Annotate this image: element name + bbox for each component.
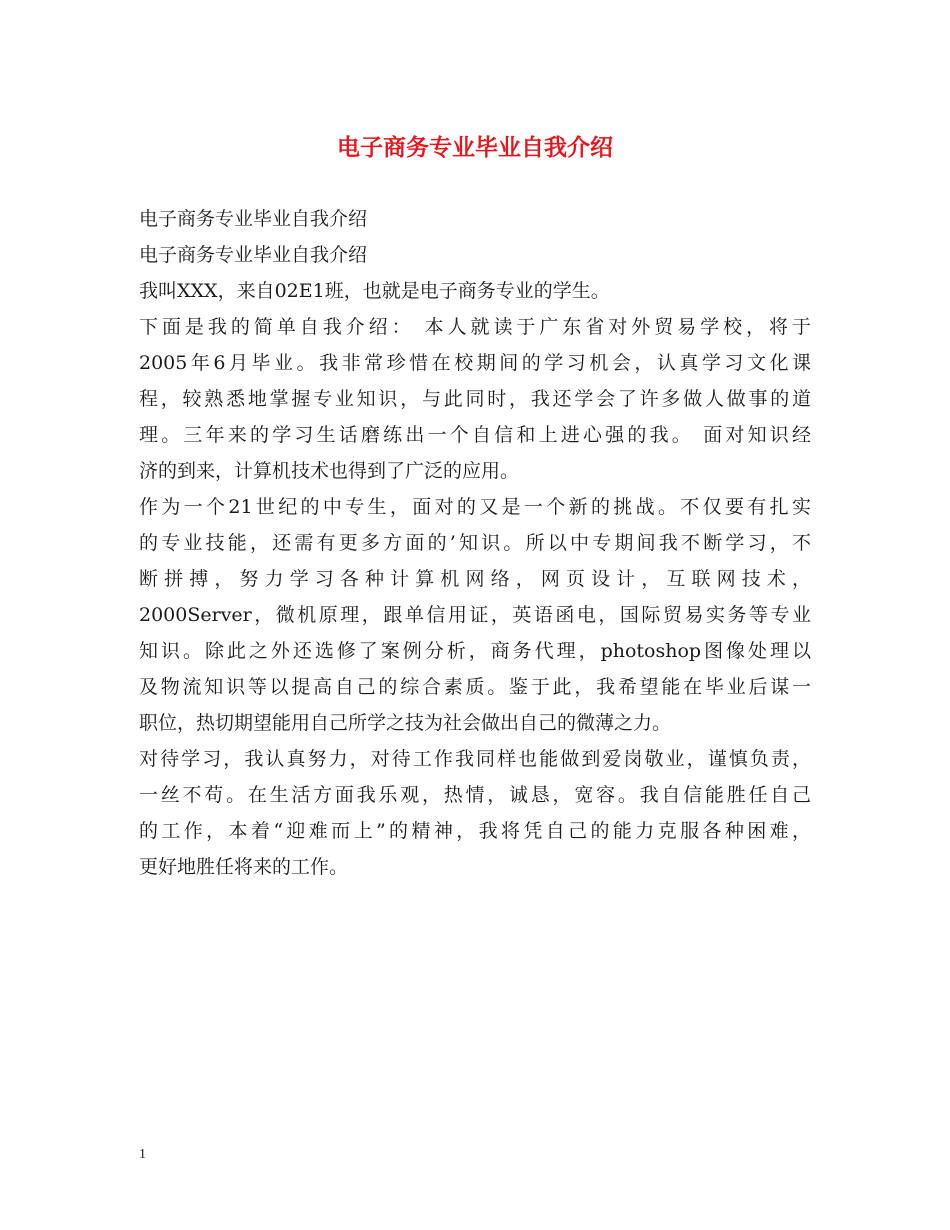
body-line: 更好地胜任将来的工作。 [139, 856, 349, 878]
body-line: 职位，热切期望能用自己所学之技为社会做出自己的微薄之力。 [139, 712, 672, 734]
body-line: 2000Server，微机原理，跟单信用证，英语函电，国际贸易实务等专业 [139, 604, 811, 626]
body-line: 理。三年来的学习生话磨练出一个自信和上进心强的我。 面对知识经 [139, 424, 811, 446]
body-line: 一丝不苟。在生活方面我乐观，热情，诚恳，宽容。我自信能胜任自己 [139, 784, 811, 806]
body-line: 电子商务专业毕业自我介绍 [139, 208, 368, 230]
body-line: 下面是我的简单自我介绍： 本人就读于广东省对外贸易学校，将于 [139, 316, 811, 338]
body-line: 知识。除此之外还选修了案例分析，商务代理，photoshop图像处理以 [139, 640, 811, 662]
body-line: 电子商务专业毕业自我介绍 [139, 244, 368, 266]
body-line: 的专业技能，还需有更多方面的’知识。所以中专期间我不断学习，不 [139, 532, 811, 554]
body-line: 我叫XXX，来自02E1班，也就是电子商务专业的学生。 [139, 280, 610, 302]
document-title: 电子商务专业毕业自我介绍 [337, 135, 613, 161]
body-line: 及物流知识等以提高自己的综合素质。鉴于此，我希望能在毕业后谋一 [139, 676, 811, 698]
body-line: 对待学习，我认真努力，对待工作我同样也能做到爱岗敬业，谨慎负责， [139, 748, 811, 770]
body-line: 济的到来，计算机技术也得到了广泛的应用。 [139, 460, 520, 482]
document-body [139, 201, 811, 885]
page-number: 1 [139, 1147, 146, 1162]
body-line: 的工作，本着“迎难而上”的精神，我将凭自己的能力克服各种困难， [139, 820, 811, 842]
body-line: 2005年6月毕业。我非常珍惜在校期间的学习机会，认真学习文化课 [139, 352, 811, 374]
body-line: 程，较熟悉地掌握专业知识，与此同时，我还学会了许多做人做事的道 [139, 388, 811, 410]
body-line: 断拼搏，努力学习各种计算机网络，网页设计，互联网技术， [139, 568, 811, 590]
body-line: 作为一个21世纪的中专生，面对的又是一个新的挑战。不仅要有扎实 [139, 496, 811, 518]
